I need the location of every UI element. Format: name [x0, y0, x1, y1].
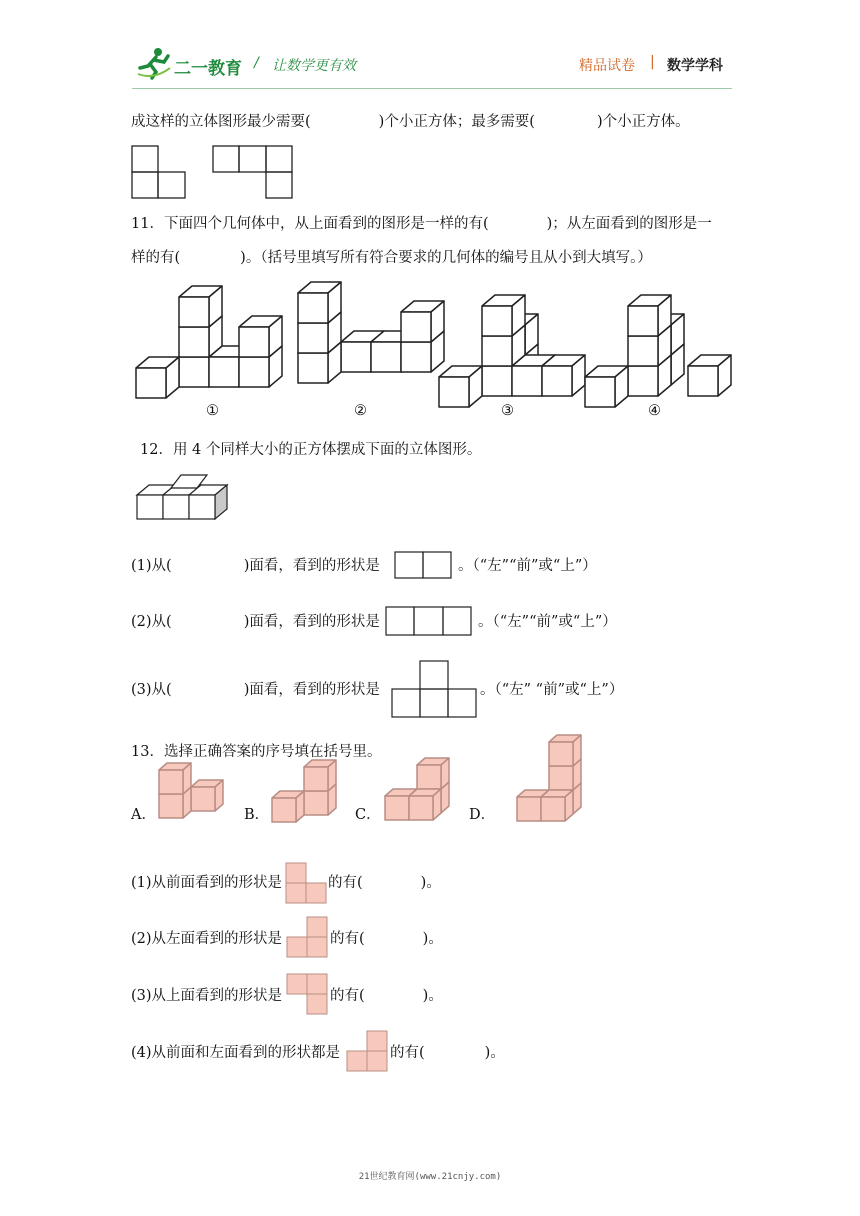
front-view-shape-icon	[285, 862, 327, 904]
q12-part-3: (3)从( )面看，看到的形状是	[131, 682, 380, 698]
footer-source: 21世纪教育网(www.21cnjy.com)	[358, 1172, 502, 1182]
logo-text: 二一教育	[174, 59, 242, 79]
solid-label-1: ①	[206, 403, 219, 419]
option-c-label: C．	[355, 807, 381, 823]
option-c-cube-2	[417, 758, 449, 789]
q12-part-2: (2)从( )面看，看到的形状是	[131, 614, 380, 630]
q13-part-3-end: 的有( )。	[330, 988, 443, 1004]
option-d-cube-5	[541, 790, 573, 821]
option-a-cube-3	[159, 763, 191, 794]
header-label-subject: 数学学科	[667, 58, 723, 74]
q13-part-1-end: 的有( )。	[328, 875, 441, 891]
option-a-label: A．	[131, 807, 156, 823]
q12-hint-1: 。（“左”“前”或“上”）	[458, 558, 597, 574]
header-separator: |	[650, 54, 655, 70]
option-d-label: D．	[469, 807, 496, 823]
option-c-cube-4	[409, 789, 441, 820]
solid-label-4: ④	[648, 403, 661, 419]
option-b-cube-3	[272, 791, 304, 822]
q13-part-2-end: 的有( )。	[330, 931, 443, 947]
q12-hint-3: 。（“左” “前”或“上”）	[480, 682, 624, 698]
header-label-premium: 精品试卷	[579, 58, 635, 74]
q11-line-1: 11．下面四个几何体中，从上面看到的图形是一样的有( )；从左面看到的图形是一	[131, 216, 712, 232]
option-b-label: B．	[244, 807, 270, 823]
q12-hint-2: 。（“左”“前”或“上”）	[478, 614, 617, 630]
slogan-divider: /	[254, 55, 259, 71]
q13-part-4-end: 的有( )。	[390, 1045, 505, 1061]
option-d-cube-3	[549, 735, 581, 766]
solid-label-2: ②	[354, 403, 367, 419]
q13-title: 13．选择正确答案的序号填在括号里。	[131, 744, 382, 760]
left-view-shape-icon	[286, 916, 328, 958]
q12-title: 12．用 4 个同样大小的正方体摆成下面的立体图形。	[140, 442, 482, 458]
q10-line: 成这样的立体图形最少需要( )个小正方体；最多需要( )个小正方体。	[131, 114, 690, 130]
front-and-left-view-shape-icon	[346, 1030, 388, 1072]
solid-label-3: ③	[501, 403, 514, 419]
q13-part-3-text: (3)从上面看到的形状是	[131, 988, 283, 1004]
option-a-cube-1	[191, 780, 223, 811]
option-b-cube-2	[304, 760, 336, 791]
q13-part-1-text: (1)从前面看到的形状是	[131, 875, 283, 891]
slogan: 让数学更有效	[272, 58, 356, 74]
q11-line-2: 样的有( )。（括号里填写所有符合要求的几何体的编号且从小到大填写。）	[131, 250, 652, 266]
q13-part-2-text: (2)从左面看到的形状是	[131, 931, 283, 947]
q13-part-4-text: (4)从前面和左面看到的形状都是	[131, 1045, 341, 1061]
top-view-shape-icon	[286, 973, 328, 1015]
q12-part-1: (1)从( )面看，看到的形状是	[131, 558, 380, 574]
